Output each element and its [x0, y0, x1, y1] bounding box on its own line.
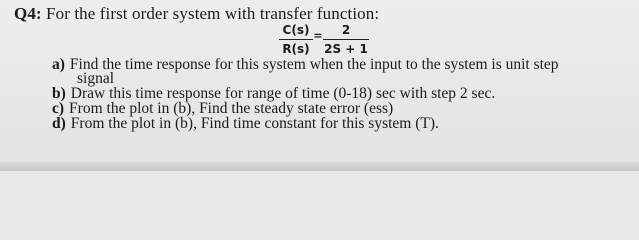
question-number: Q4: [14, 4, 42, 23]
part-a [52, 58, 559, 72]
lhs-fraction-bar [279, 39, 313, 40]
page-bottom-edge [0, 162, 639, 171]
rhs-denominator: 2S + 1 [324, 42, 368, 56]
part-d [52, 117, 439, 131]
part-b-text: Draw this time response for range of time (0-18) sec with step 2 sec. [70, 85, 496, 102]
part-a-marker: a) [52, 56, 65, 73]
part-c-marker: c) [52, 100, 65, 117]
lhs-denominator: R(s) [282, 42, 310, 56]
lhs-numerator: C(s) [282, 23, 310, 37]
part-a-continuation: signal [77, 70, 115, 87]
transfer-function-rhs [323, 23, 369, 56]
part-d-text: From the plot in (b), Find time constant for this system (T). [70, 115, 439, 132]
part-d-marker: d) [52, 115, 66, 132]
question-text: For the first order system with transfer function: [46, 4, 380, 23]
part-c [52, 102, 393, 116]
equals-sign: = [313, 29, 323, 42]
rhs-numerator: 2 [341, 23, 351, 37]
rhs-fraction-bar [323, 39, 369, 40]
question-heading [14, 4, 379, 24]
transfer-function-lhs [279, 23, 313, 56]
part-b [52, 87, 495, 101]
part-c-text: From the plot in (b), Find the steady state error (ess) [69, 100, 394, 117]
part-b-marker: b) [52, 85, 66, 102]
part-a-text: Find the time response for this system when the input to the system is unit step [69, 56, 559, 73]
